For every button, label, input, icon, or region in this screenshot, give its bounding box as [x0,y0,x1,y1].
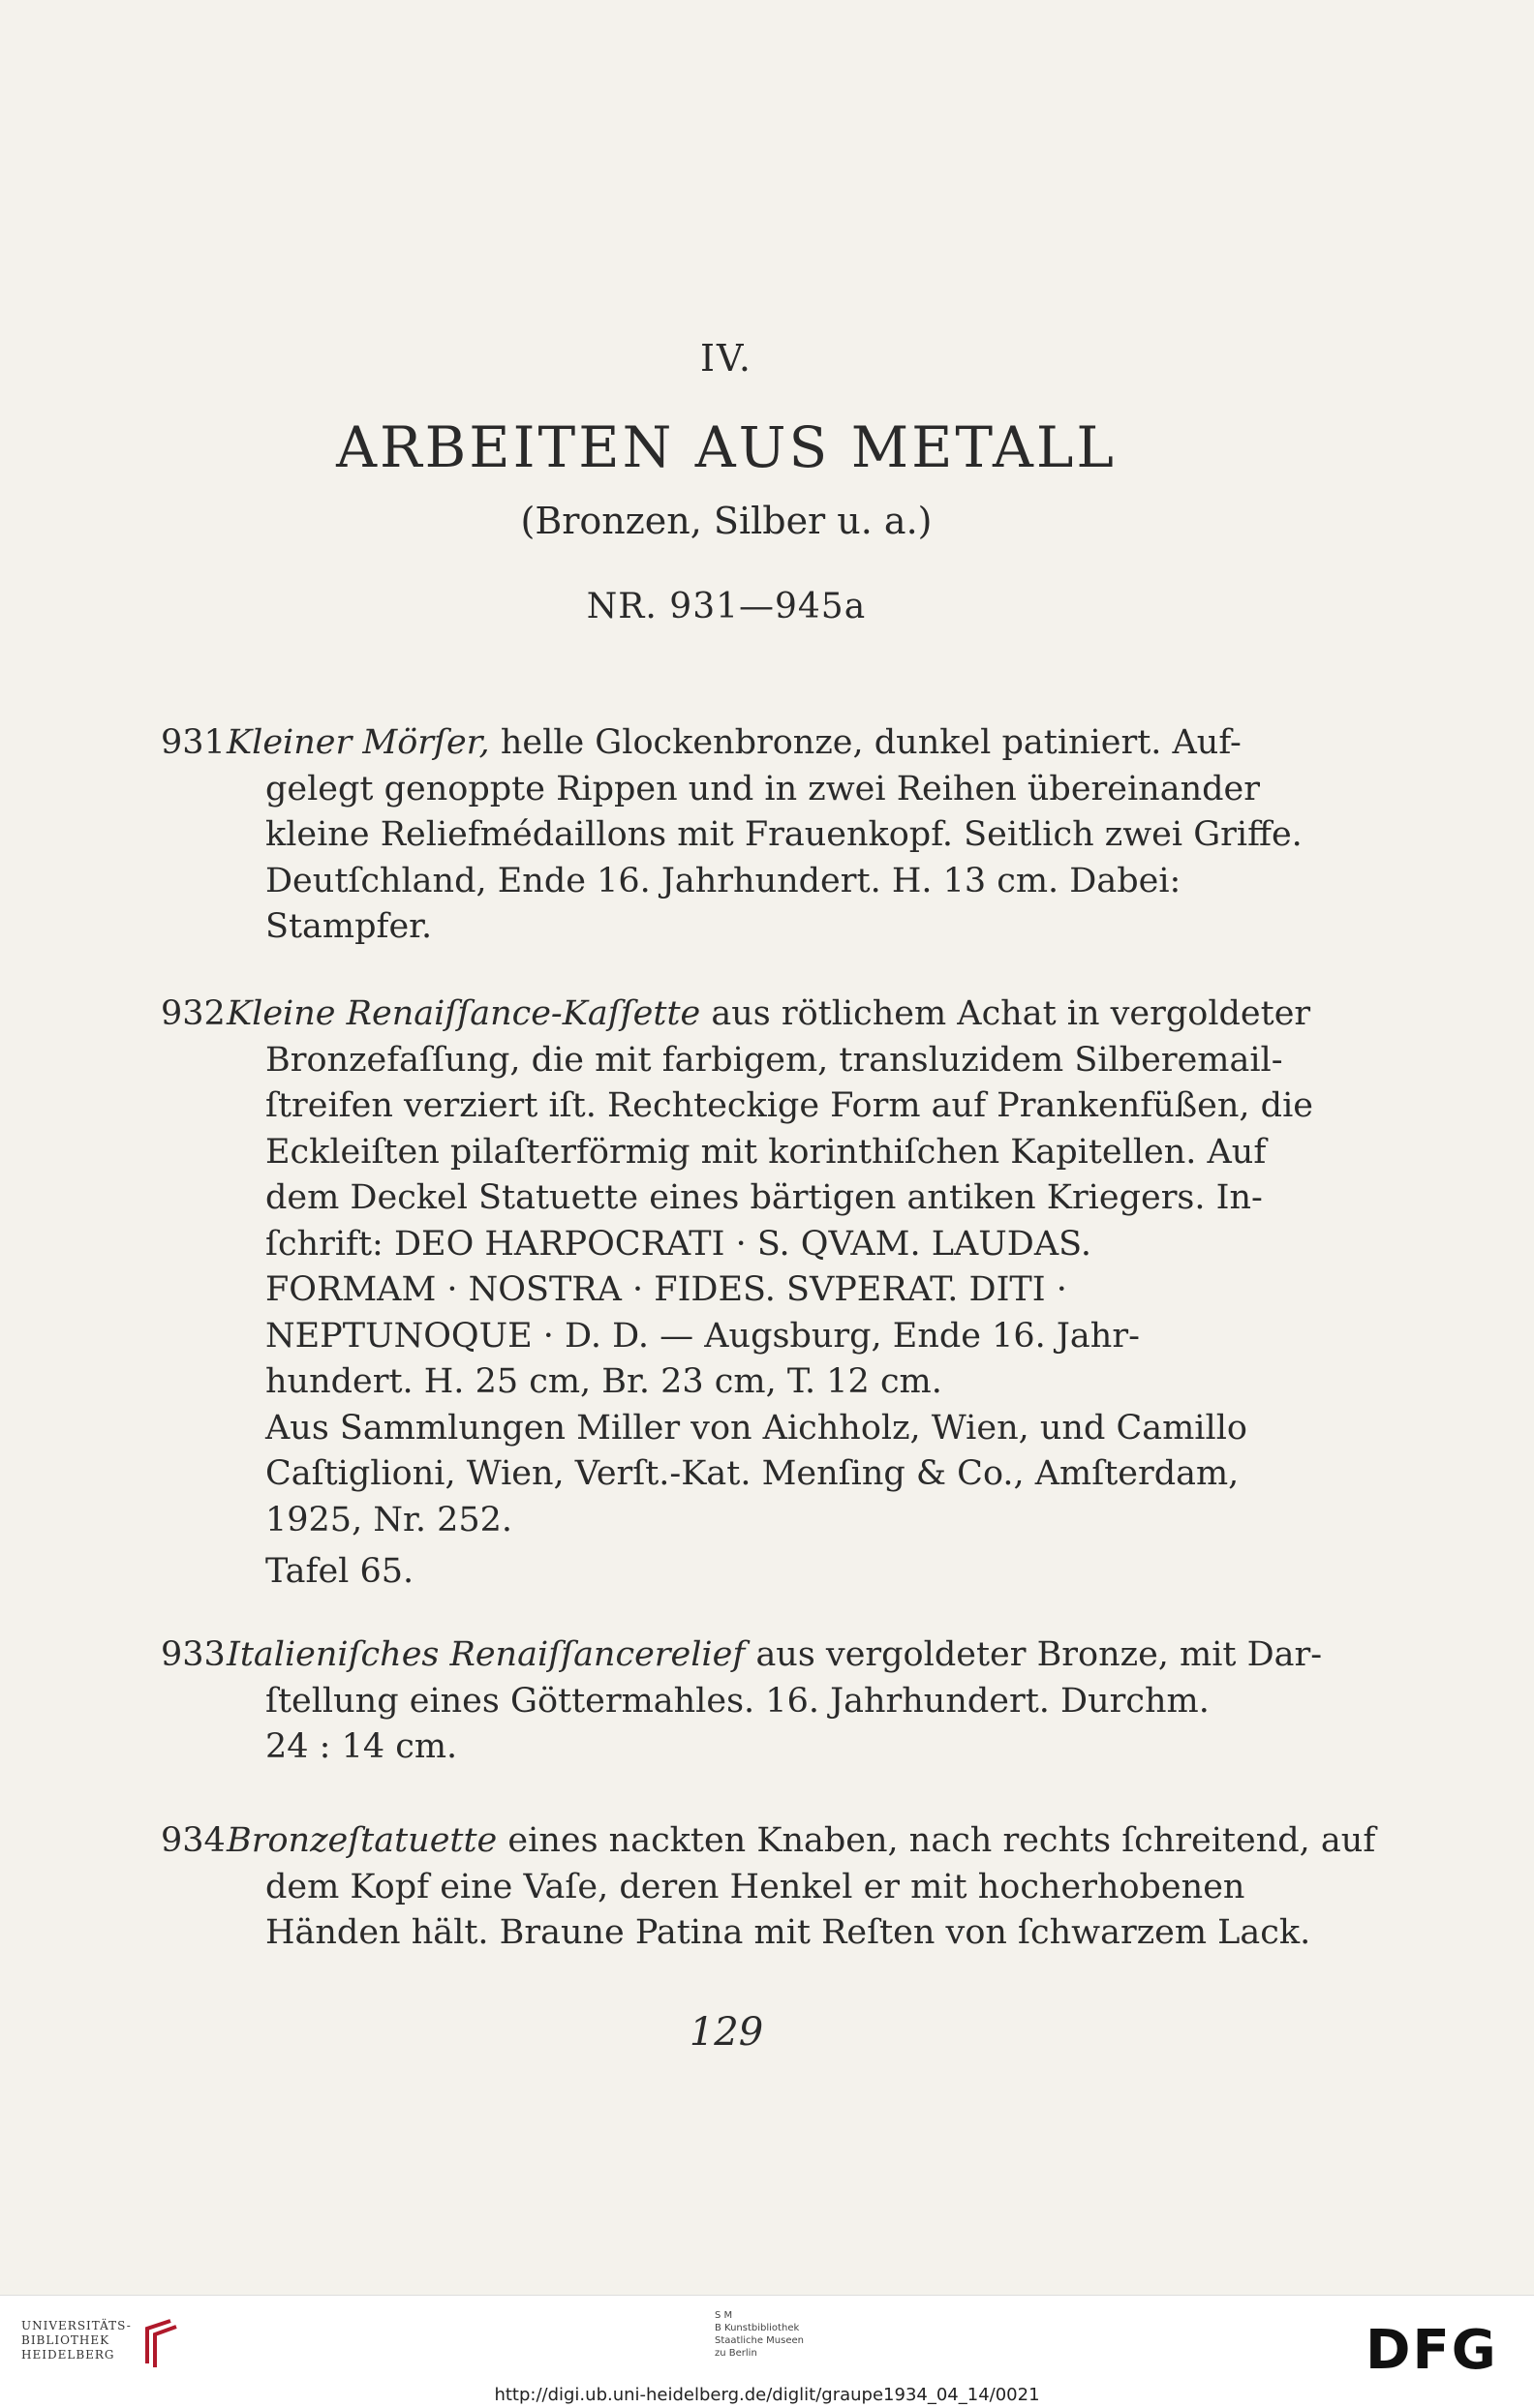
entry-line: ſtellung eines Göttermahles. 16. Jahrhundert. Durchm. [265,1681,1210,1721]
catalog-entry-934 [161,1818,1376,1957]
entry-text: eines nackten Knaben, nach rechts ſchreitend, auf [507,1821,1376,1860]
entry-line: Caſtiglioni, Wien, Verſt.-Kat. Menſing & Co., Amſterdam, [265,1454,1240,1493]
source-url[interactable]: http://digi.ub.uni-heidelberg.de/diglit/graupe1934_04_14/0021 [494,2385,1040,2405]
entry-number: 933 [161,1635,226,1674]
catalog-entry-932 [161,991,1313,1596]
catalog-entry-931 [161,720,1303,951]
university-line: UNIVERSITÄTS- [21,2319,132,2332]
entry-line [161,991,1311,1038]
entry-line: gelegt genoppte Rippen und in zwei Reihen übereinander [265,769,1260,808]
entry-line [161,1632,1323,1679]
university-logo-icon [136,2315,184,2373]
entry-number: 932 [161,994,226,1033]
section-title: ARBEITEN AUS METALL [336,414,1117,480]
entry-line: dem Deckel Statuette eines bärtigen antiken Kriegers. In- [265,1178,1263,1217]
entry-title: Bronzeſtatuette [227,1821,498,1860]
entry-line: FORMAM · NOSTRA · FIDES. SVPERAT. DITI · [265,1270,1067,1309]
entry-line: 1925, Nr. 252. [265,1500,513,1539]
sm-kunstbibliothek-label [715,2309,804,2360]
entry-number: 934 [161,1821,226,1860]
entry-line: 24 : 14 cm. [265,1727,458,1766]
entry-line: Stampfer. [265,907,433,946]
entry-line: Tafel 65. [265,1552,414,1591]
entry-text: aus rötlichem Achat in vergoldeter [711,994,1311,1033]
footer-bar [0,2295,1534,2408]
sm-line: zu Berlin [715,2348,757,2359]
entry-line: Händen hält. Braune Patina mit Reſten von ſchwarzem Lack. [265,1913,1311,1952]
number-range: NR. 931—945a [586,587,867,626]
entry-line [161,720,1245,767]
entry-line: Aus Sammlungen Miller von Aichholz, Wien, und Camillo [265,1408,1247,1448]
entry-line: ſtreifen verziert iſt. Rechteckige Form auf Prankenfüßen, die [265,1086,1313,1125]
entry-text: helle Glockenbronze, dunkel patiniert. Auf- [500,723,1242,762]
dfg-logo: DFG [1365,2319,1498,2382]
entry-number: 931 [161,723,226,762]
university-label [21,2319,132,2362]
sm-line: Staatliche Museen [715,2335,804,2346]
entry-line: NEPTUNOQUE · D. D. — Augsburg, Ende 16. Jahr- [265,1316,1140,1356]
entry-line: Eckleiſten pilaſterförmig mit korinthiſchen Kapitellen. Auf [265,1132,1267,1172]
entry-line: dem Kopf eine Vaſe, deren Henkel er mit hocherhobenen [265,1867,1245,1906]
sm-line: S M [715,2310,733,2321]
university-line: BIBLIOTHEK [21,2333,110,2347]
entry-title: Kleiner Mörſer, [227,723,490,762]
sm-line: B Kunstbibliothek [715,2323,800,2333]
entry-line: hundert. H. 25 cm, Br. 23 cm, T. 12 cm. [265,1362,942,1401]
entry-title: Italieniſches Renaiſſancerelief [227,1635,746,1674]
entry-title: Kleine Renaiſſance-Kaſſette [227,994,701,1033]
catalog-entry-933 [161,1632,1323,1771]
university-line: HEIDELBERG [21,2348,115,2362]
entry-line: Deutſchland, Ende 16. Jahrhundert. H. 13 cm. Dabei: [265,861,1181,900]
section-subtitle: (Bronzen, Silber u. a.) [520,500,933,542]
entry-line: kleine Reliefmédaillons mit Frauenkopf. Seitlich zwei Griffe. [265,815,1303,854]
page-number: 129 [689,2010,764,2055]
entry-text: aus vergoldeter Bronze, mit Dar- [755,1635,1323,1674]
chapter-number: IV. [700,337,752,380]
entry-line [161,1818,1376,1865]
entry-line: Bronzefaſſung, die mit farbigem, transluzidem Silberemail- [265,1040,1283,1080]
entry-line: ſchrift: DEO HARPOCRATI · S. QVAM. LAUDAS. [265,1224,1091,1264]
